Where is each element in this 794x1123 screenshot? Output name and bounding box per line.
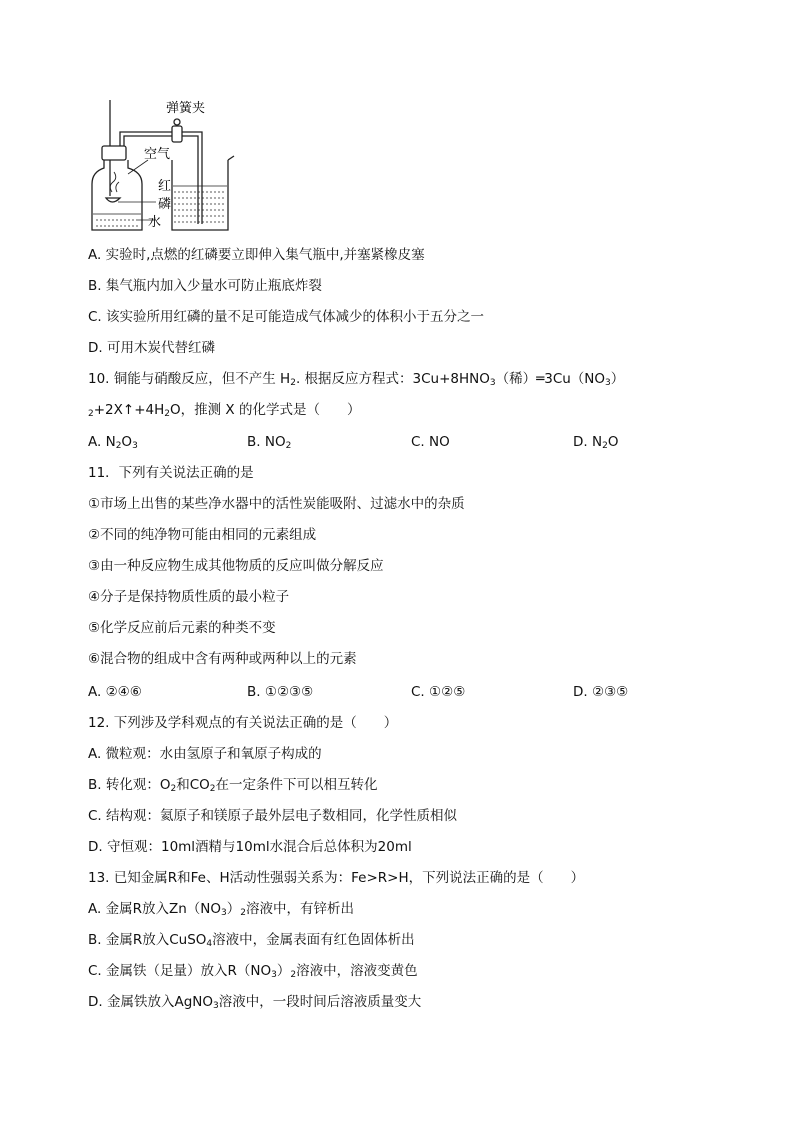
combustion-spoon	[106, 198, 120, 202]
q9-option-b: B. 集气瓶内加入少量水可防止瓶底炸裂	[88, 278, 322, 294]
beaker	[172, 160, 228, 230]
apparatus-diagram	[88, 96, 238, 236]
gas-collecting-bottle	[92, 160, 142, 230]
q11-option-b: B. ①②③⑤	[247, 684, 314, 700]
q11-statement-4: ④分子是保持物质性质的最小粒子	[88, 589, 290, 605]
q13-option-b: B. 金属R放入CuSO$_4$溶液中，金属表面有红色固体析出	[88, 932, 415, 949]
q13-option-c: C. 金属铁（足量）放入$R(NO_3)_2$溶液中，溶液变黄色	[88, 963, 418, 980]
spring-clamp	[172, 126, 182, 142]
q10-option-b: B. $NO_2$	[247, 434, 292, 451]
q13-option-d: D. 金属铁放入AgNO$_3$溶液中，一段时间后溶液质量变大	[88, 994, 422, 1011]
q13-option-a: A. 金属R放入$Zn(NO_3)_2$溶液中，有锌析出	[88, 901, 354, 918]
q11-stem: 11．下列有关说法正确的是	[88, 465, 254, 481]
q10-option-c: C. NO	[411, 434, 450, 450]
q10-stem-line1: 10. 铜能与硝酸反应，但不产生 $H_2$. 根据反应方程式：$3Cu+8HNO_3$（稀）$═3Cu(NO_3)$	[88, 371, 625, 388]
q10-stem-line2: $_2+2X↑+4H_2O$，推测 X 的化学式是（ ）	[88, 402, 361, 419]
q12-stem: 12. 下列涉及学科观点的有关说法正确的是（ ）	[88, 715, 398, 731]
q9-option-d: D. 可用木炭代替红磷	[88, 340, 215, 356]
q11-statement-3: ③由一种反应物生成其他物质的反应叫做分解反应	[88, 558, 384, 574]
q10-option-a: A. $N_2O_3$	[88, 434, 138, 451]
q11-option-d: D. ②③⑤	[573, 684, 629, 700]
q11-statement-5: ⑤化学反应前后元素的种类不变	[88, 620, 276, 636]
q11-option-c: C. ①②⑤	[411, 684, 466, 700]
q11-statement-1: ①市场上出售的某些净水器中的活性炭能吸附、过滤水中的杂质	[88, 496, 465, 512]
q12-option-c: C. 结构观：氦原子和镁原子最外层电子数相同，化学性质相似	[88, 808, 458, 824]
q11-option-a: A. ②④⑥	[88, 684, 142, 700]
q12-option-d: D. 守恒观：10ml酒精与10ml水混合后总体积为20ml	[88, 839, 412, 855]
label-water: 水	[148, 215, 162, 230]
q12-option-b: B. 转化观：$O_2$和$CO_2$在一定条件下可以相互转化	[88, 777, 378, 794]
q11-statement-6: ⑥混合物的组成中含有两种或两种以上的元素	[88, 651, 357, 667]
q9-option-c: C. 该实验所用红磷的量不足可能造成气体减少的体积小于五分之一	[88, 309, 485, 325]
q9-option-a: A. 实验时,点燃的红磷要立即伸入集气瓶中,并塞紧橡皮塞	[88, 247, 425, 263]
q12-option-a: A. 微粒观：水由氢原子和氧原子构成的	[88, 746, 322, 762]
label-clamp: 弹簧夹	[166, 101, 206, 116]
q13-stem: 13. 已知金属R和Fe、H活动性强弱关系为：Fe>R>H，下列说法正确的是（ ）	[88, 870, 585, 886]
q11-statement-2: ②不同的纯净物可能由相同的元素组成	[88, 527, 317, 543]
q10-option-d: D. $N_2O$	[573, 434, 619, 451]
smoke-icon	[110, 172, 116, 192]
label-phosphorus: 磷	[158, 197, 172, 212]
rubber-stopper	[102, 146, 126, 160]
label-air: 空气	[144, 147, 171, 162]
label-red: 红	[158, 179, 172, 194]
